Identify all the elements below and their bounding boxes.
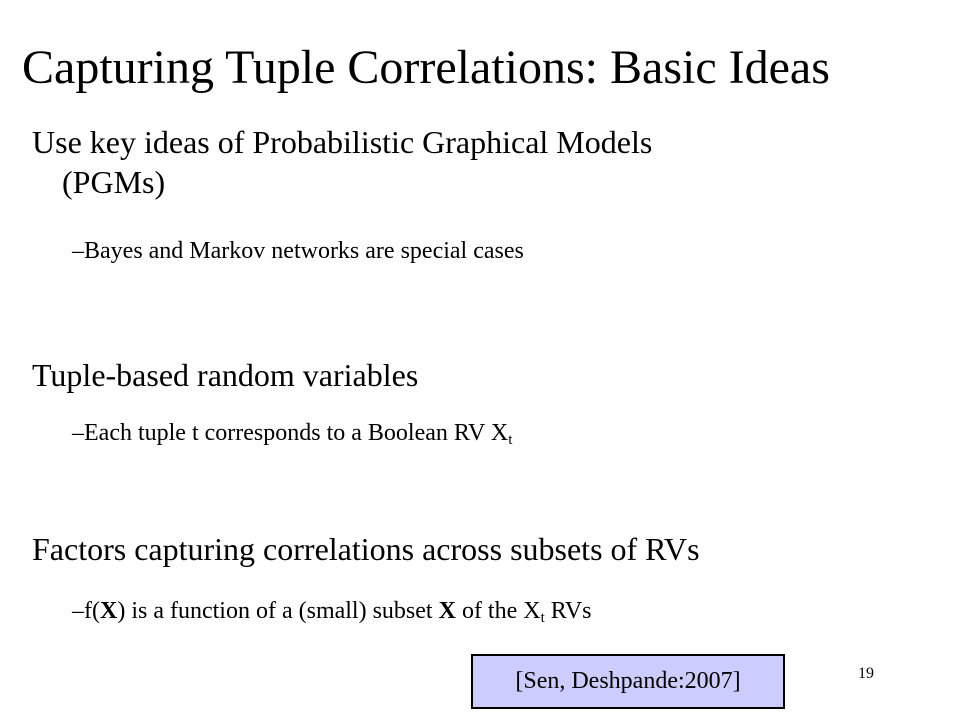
subbullet-boolean-rv bbox=[72, 417, 512, 449]
factor-text-1: –f( bbox=[72, 598, 100, 624]
bullet-tuple-rv: Tuple-based random variables bbox=[32, 357, 419, 393]
factor-bold-x-1: X bbox=[99, 598, 118, 624]
factor-text-3: of the X bbox=[455, 598, 541, 624]
factor-text-4: RVs bbox=[544, 598, 592, 624]
factor-subscript-t: t bbox=[540, 610, 545, 626]
bullet-pgm bbox=[32, 122, 652, 202]
bullet-factors: Factors capturing correlations across subsets of RVs bbox=[32, 531, 700, 567]
slide-title: Capturing Tuple Correlations: Basic Ideas bbox=[22, 41, 830, 94]
subscript-t: t bbox=[508, 432, 513, 448]
page-number: 19 bbox=[858, 665, 874, 682]
subbullet-boolean-rv-text: –Each tuple t corresponds to a Boolean RV X bbox=[72, 420, 509, 446]
factor-bold-x-2: X bbox=[438, 598, 456, 624]
subbullet-bayes-markov: –Bayes and Markov networks are special cases bbox=[72, 238, 524, 264]
subbullet-factor-function bbox=[72, 595, 592, 627]
citation-box: [Sen, Deshpande:2007] bbox=[471, 654, 785, 709]
bullet-pgm-line1: Use key ideas of Probabilistic Graphical Models bbox=[32, 124, 653, 160]
factor-text-2: ) is a function of a (small) subset bbox=[117, 598, 439, 624]
bullet-pgm-line2: (PGMs) bbox=[62, 164, 166, 200]
